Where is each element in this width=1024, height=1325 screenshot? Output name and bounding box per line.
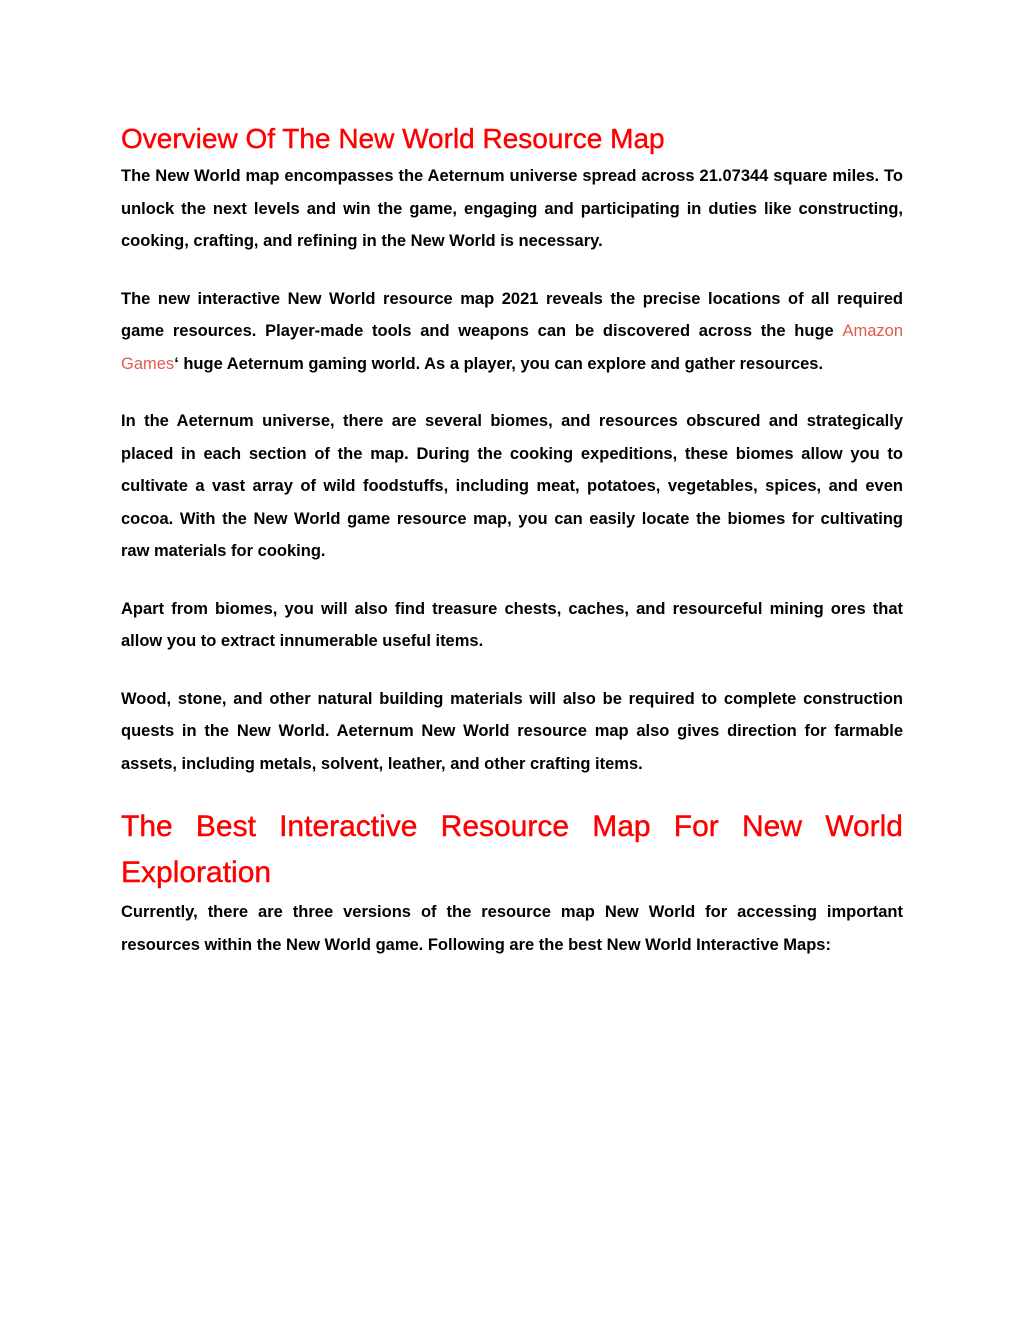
paragraph-text-before-link: The new interactive New World resource map 2021 reveals the precise locations of all required game resources. Player-made tools and weapons can be discovered across the huge	[121, 289, 903, 340]
paragraph-interactive-map	[121, 283, 903, 381]
paragraph-building-materials: Wood, stone, and other natural building materials will also be required to complete construction quests in the New World. Aeternum New World resource map also gives direction for farmable assets, including metals, solvent, leather, and other crafting items.	[121, 689, 903, 773]
amazon-games-link[interactable]: Amazon Games	[121, 322, 903, 373]
paragraph-text-after-link: ‘ huge Aeternum gaming world. As a player, you can explore and gather resources.	[174, 354, 824, 373]
document-page	[121, 118, 903, 961]
paragraph-map-size: The New World map encompasses the Aeternum universe spread across 21.07344 square miles. To unlock the next levels and win the game, engaging and participating in duties like constructing, cooking, crafting, and refining in the New World is necessary.	[121, 167, 903, 250]
paragraph-treasure-chests: Apart from biomes, you will also find treasure chests, caches, and resourceful mining ores that allow you to extract innumerable useful items.	[121, 599, 903, 650]
paragraph-map-versions: Currently, there are three versions of the resource map New World for accessing important resources within the New World game. Following are the best New World Interactive Maps:	[121, 903, 903, 954]
section-heading-best-maps: The Best Interactive Resource Map For New World Exploration	[121, 810, 903, 889]
section-heading-overview: Overview Of The New World Resource Map	[121, 123, 665, 154]
paragraph-biomes: In the Aeternum universe, there are several biomes, and resources obscured and strategically placed in each section of the map. During the cooking expeditions, these biomes allow you to cultivate a vast array of wild foodstuffs, including meat, potatoes, vegetables, spices, and even cocoa. With the New World game resource map, you can easily locate the biomes for cultivating raw materials for cooking.	[121, 412, 903, 560]
